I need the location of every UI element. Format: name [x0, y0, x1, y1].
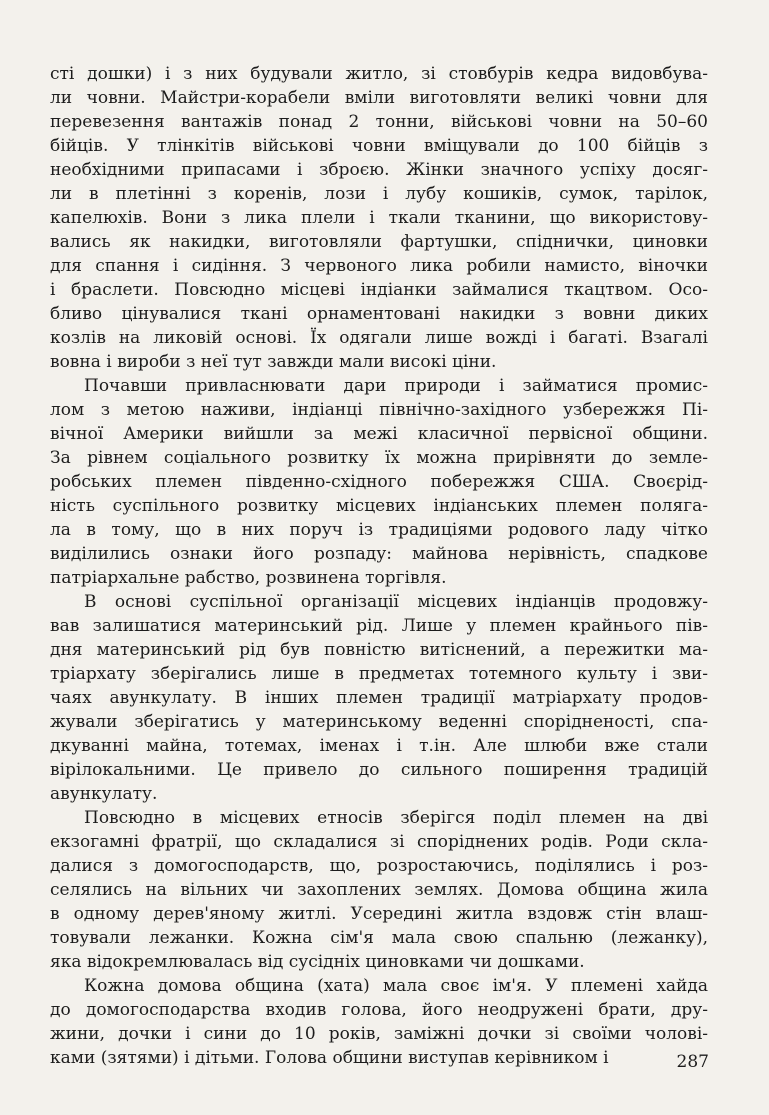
text-line: тріархату зберігались лише в предметах тотемного культу і зви-	[50, 664, 708, 684]
text-line: далися з домогосподарств, що, розростаючись, поділялись і роз-	[50, 856, 708, 876]
text-line: ли в плетінні з коренів, лози і лубу кошиків, сумок, тарілок,	[50, 184, 708, 204]
text-line: товували лежанки. Кожна сім'я мала свою спальню (лежанку),	[50, 928, 708, 948]
text-line: до домогосподарства входив голова, його неодружені брати, дру-	[50, 1000, 708, 1020]
text-line: вічної Америки вийшли за межі класичної первісної общини.	[50, 424, 708, 444]
text-line: перевезення вантажів понад 2 тонни, військові човни на 50–60	[50, 112, 708, 132]
text-line: виділились ознаки його розпаду: майнова нерівність, спадкове	[50, 544, 708, 564]
text-line: козлів на ликовій основі. Їх одягали лише вожді і багаті. Взагалі	[50, 328, 708, 348]
paragraph	[50, 62, 708, 374]
text-line: ли човни. Майстри-корабели вміли виготовляти великі човни для	[50, 88, 708, 108]
text-line: чаях авункулату. В інших племен традиції матріархату продов-	[50, 688, 708, 708]
text-line: Почавши привласнювати дари природи і займатися промис-	[84, 376, 708, 396]
text-line: для спання і сидіння. З червоного лика робили намисто, віночки	[50, 256, 708, 276]
paragraph	[50, 806, 708, 974]
text-line: ність суспільного розвитку місцевих індіанських племен полягa-	[50, 496, 708, 516]
text-line: дкуванні майна, тотемах, іменах і т.ін. Але шлюби вже стали	[50, 736, 708, 756]
paragraph	[50, 974, 708, 1070]
text-line: яка відокремлювалась від сусідніх циновками чи дошками.	[50, 952, 585, 972]
text-line: в одному дерев'яному житлі. Усередині житла вздовж стін влаш-	[50, 904, 708, 924]
text-line: бливо цінувалися ткані орнаментовані накидки з вовни диких	[50, 304, 708, 324]
text-line: вались як накидки, виготовляли фартушки, спіднички, циновки	[50, 232, 708, 252]
text-line: авункулату.	[50, 784, 158, 804]
text-line: патріархальне рабство, розвинена торгівля.	[50, 568, 447, 588]
text-line: капелюхів. Вони з лика плели і ткали тканини, що використову-	[50, 208, 708, 228]
paragraph	[50, 590, 708, 806]
body-text	[50, 62, 708, 1070]
text-line: За рівнем соціального розвитку їх можна прирівняти до земле-	[50, 448, 708, 468]
text-line: робських племен південно-східного побережжя США. Своєрід-	[50, 472, 708, 492]
text-line: вовна і вироби з неї тут завжди мали високі ціни.	[50, 352, 497, 372]
text-line: селялись на вільних чи захоплених землях. Домова община жила	[50, 880, 708, 900]
text-line: необхідними припасами і зброєю. Жінки значного успіху досяг-	[50, 160, 708, 180]
text-line: Кожна домова община (хата) мала своє ім'я. У племені хайда	[84, 976, 708, 996]
page-number: 287	[676, 1052, 709, 1072]
text-line: вав залишатися материнський рід. Лише у племен крайнього пів-	[50, 616, 708, 636]
text-line: вірілокальними. Це привело до сильного поширення традицій	[50, 760, 708, 780]
text-line: дня материнський рід був повністю витіснений, а пережитки ма-	[50, 640, 708, 660]
text-line: бійців. У тлінкітів військові човни вміщували до 100 бійців з	[50, 136, 708, 156]
text-line: і браслети. Повсюдно місцеві індіанки займалися ткацтвом. Осо-	[50, 280, 708, 300]
text-line: жували зберігатись у материнському веденні спорідненості, спа-	[50, 712, 708, 732]
text-line: В основі суспільної організації місцевих індіанців продовжу-	[84, 592, 708, 612]
text-line: жини, дочки і сини до 10 років, заміжні дочки зі своїми чолові-	[50, 1024, 708, 1044]
text-line: сті дошки) і з них будували житло, зі стовбурів кедра видовбува-	[50, 64, 708, 84]
text-line: екзогамні фратрії, що складалися зі споріднених родів. Роди скла-	[50, 832, 708, 852]
paragraph	[50, 374, 708, 590]
text-line: ками (зятями) і дітьми. Голова общини виступав керівником і	[50, 1048, 609, 1068]
text-line: Повсюдно в місцевих етносів зберігся поділ племен на дві	[84, 808, 708, 828]
text-line: ла в тому, що в них поруч із традиціями родового ладу чітко	[50, 520, 708, 540]
text-line: лом з метою наживи, індіанці північно-західного узбережжя Пі-	[50, 400, 708, 420]
